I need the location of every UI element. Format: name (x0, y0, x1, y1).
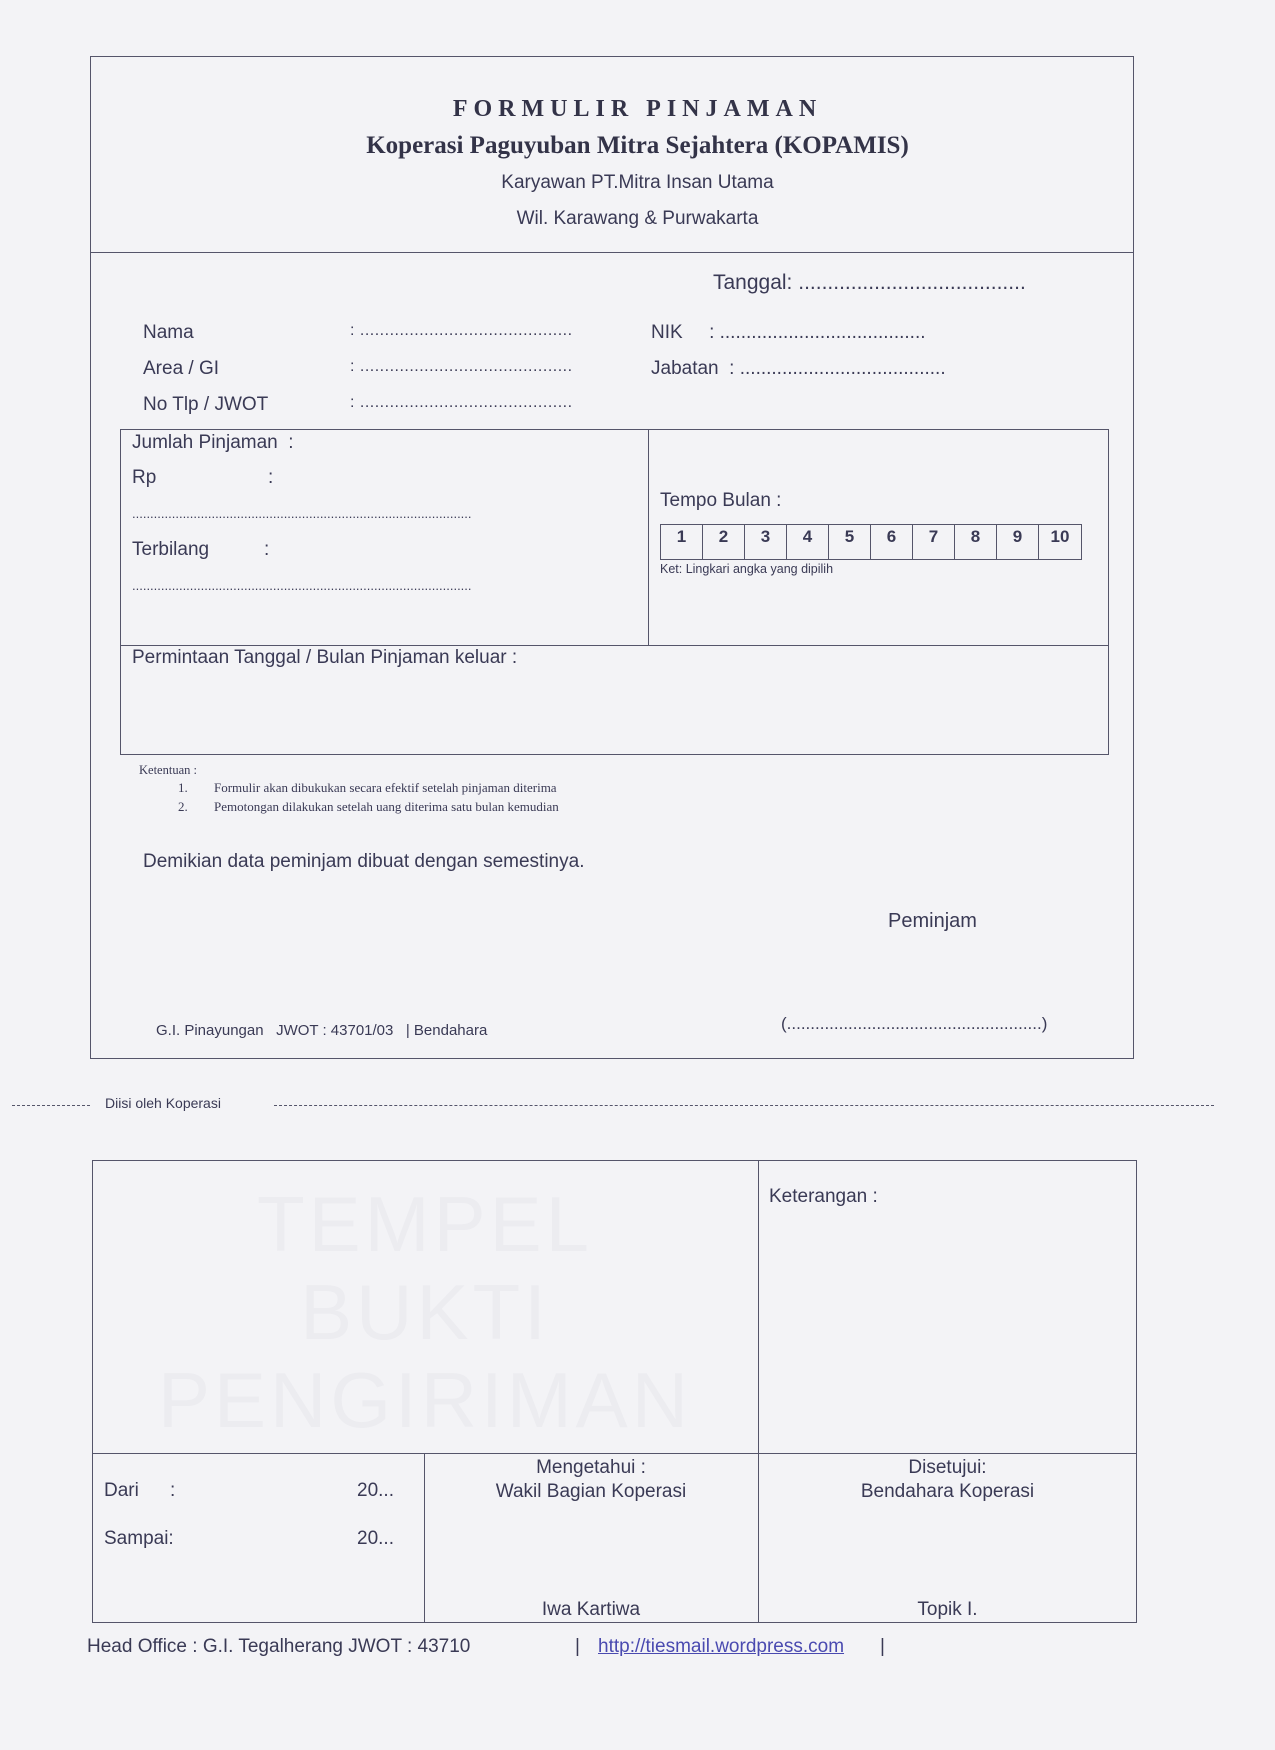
signature-line[interactable]: (......................................................) (781, 1014, 1048, 1033)
rp-colon: : (268, 467, 274, 488)
form-title: FORMULIR PINJAMAN (452, 96, 823, 122)
mengetahui-name: Iwa Kartiwa (541, 1599, 641, 1620)
website-link[interactable]: http://tiesmail.wordpress.com (598, 1636, 845, 1657)
cutline-label: Diisi oleh Koperasi (105, 1095, 221, 1111)
region-name: Wil. Karawang & Purwakarta (516, 208, 759, 229)
separator-1: | (575, 1636, 580, 1657)
disetujui-role: Bendahara Koperasi (860, 1481, 1035, 1502)
terbilang-label: Terbilang (132, 539, 210, 560)
terbilang-colon: : (264, 539, 270, 560)
tempo-option[interactable]: 9 (997, 525, 1039, 559)
tempo-option[interactable]: 4 (787, 525, 829, 559)
ketentuan-num-2: 2. (178, 799, 188, 814)
cutline-left (12, 1105, 90, 1106)
area-label: Area / GI (143, 358, 220, 379)
tempo-option[interactable]: 10 (1050, 527, 1070, 546)
jabatan-field[interactable]: Jabatan : ....................................... (651, 358, 946, 379)
ketentuan-title: Ketentuan : (139, 763, 197, 777)
nama-field[interactable]: : ........................................... (350, 322, 573, 339)
terbilang-dots-field[interactable]: .............................................................................................. (132, 578, 472, 593)
separator-2: | (880, 1636, 885, 1657)
mengetahui-role: Wakil Bagian Koperasi (495, 1481, 687, 1502)
dari-label: Dari (104, 1480, 139, 1501)
footer-left-info: G.I. Pinayungan JWOT : 43701/03 | Bendahara (156, 1022, 488, 1039)
nik-field[interactable]: NIK : ....................................... (651, 322, 926, 343)
mengetahui-label: Mengetahui : (536, 1457, 646, 1478)
keterangan-label: Keterangan : (769, 1186, 878, 1207)
loan-vertical-divider (648, 429, 649, 645)
ketentuan-item-1: Formulir akan dibukukan secara efektif setelah pinjaman diterima (214, 780, 557, 795)
disetujui-name: Topik I. (917, 1599, 978, 1620)
tempo-option[interactable]: 8 (955, 525, 997, 559)
rp-label: Rp (132, 467, 157, 488)
tempo-note: Ket: Lingkari angka yang dipilih (660, 562, 834, 576)
rp-dots-field[interactable]: .............................................................................................. (132, 506, 472, 521)
ketentuan-num-1: 1. (178, 780, 188, 795)
loan-horizontal-divider (120, 645, 1109, 646)
company-name: Karyawan PT.Mitra Insan Utama (501, 172, 774, 193)
peminjam-label: Peminjam (888, 910, 977, 932)
disetujui-label: Disetujui: (908, 1457, 987, 1478)
tempo-option[interactable]: 3 (745, 525, 787, 559)
header-divider (90, 252, 1134, 253)
tempo-option[interactable]: 6 (871, 525, 913, 559)
tanggal-field[interactable]: Tanggal: ....................................... (713, 271, 1026, 294)
watermark-line: BUKTI (300, 1268, 550, 1356)
head-office: Head Office : G.I. Tegalherang JWOT : 43710 (87, 1636, 471, 1657)
tempo-label: Tempo Bulan : (660, 490, 782, 511)
koperasi-horizontal-divider (92, 1453, 1137, 1454)
area-field[interactable]: : ........................................... (350, 358, 573, 375)
tempo-option[interactable]: 1 (661, 525, 703, 559)
organization-name: Koperasi Paguyuban Mitra Sejahtera (KOPAMIS) (366, 132, 909, 159)
sampai-label: Sampai: (104, 1528, 174, 1549)
permintaan-label: Permintaan Tanggal / Bulan Pinjaman keluar : (132, 647, 518, 668)
dari-colon: : (170, 1480, 176, 1501)
notlp-label: No Tlp / JWOT (143, 394, 269, 415)
sampai-year[interactable]: 20... (357, 1528, 394, 1549)
tempo-option[interactable]: 2 (703, 525, 745, 559)
proof-watermark (100, 1180, 750, 1444)
dari-year[interactable]: 20... (357, 1480, 394, 1501)
tempo-options (660, 524, 1082, 560)
notlp-field[interactable]: : ........................................... (350, 394, 573, 411)
cutline-right (274, 1105, 1214, 1106)
nama-label: Nama (143, 322, 194, 343)
watermark-line: TEMPEL (256, 1180, 594, 1268)
jumlah-label: Jumlah Pinjaman : (132, 432, 294, 453)
tempo-option[interactable]: 7 (913, 525, 955, 559)
tempo-option[interactable]: 5 (829, 525, 871, 559)
koperasi-vertical-divider (758, 1160, 759, 1623)
watermark-line: PENGIRIMAN (157, 1356, 693, 1444)
closing-statement: Demikian data peminjam dibuat dengan semestinya. (143, 851, 585, 872)
ketentuan-item-2: Pemotongan dilakukan setelah uang diterima satu bulan kemudian (214, 799, 559, 814)
